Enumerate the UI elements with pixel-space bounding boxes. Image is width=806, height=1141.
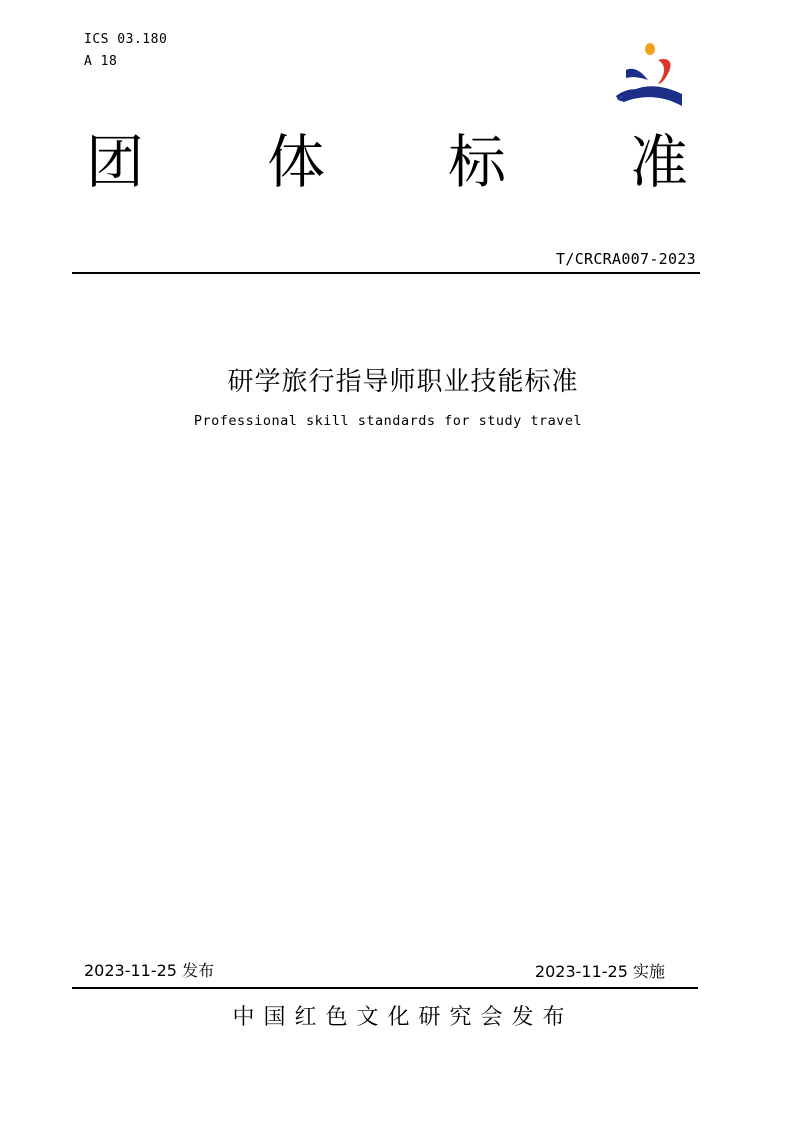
document-title: 研学旅行指导师职业技能标准 — [227, 367, 579, 397]
logo-navy-swoosh — [618, 86, 682, 106]
implementation-date: 2023-11-25 实施 — [534, 962, 665, 981]
ics-code: ICS 03.180 — [84, 32, 168, 47]
ccs-code: A 18 — [84, 54, 118, 69]
header-divider — [72, 272, 700, 274]
category-char-2: 体 — [267, 128, 326, 196]
document-subtitle-english: Professional skill standards for study travel — [193, 413, 583, 429]
standard-code: T/CRCRA007-2023 — [556, 250, 696, 268]
logo-navy-arm — [626, 69, 648, 80]
logo-red-stroke — [658, 59, 671, 84]
association-logo-icon — [612, 40, 688, 108]
logo-head-dot — [645, 43, 655, 55]
category-char-4: 准 — [630, 128, 689, 196]
category-char-1: 团 — [86, 128, 145, 196]
document-category-title — [84, 128, 690, 196]
footer-divider — [72, 987, 698, 989]
category-char-3: 标 — [448, 128, 507, 196]
classification-codes — [84, 29, 167, 73]
publisher: 中国红色文化研究会发布 — [232, 1005, 574, 1030]
issue-date: 2023-11-25 发布 — [84, 961, 215, 980]
